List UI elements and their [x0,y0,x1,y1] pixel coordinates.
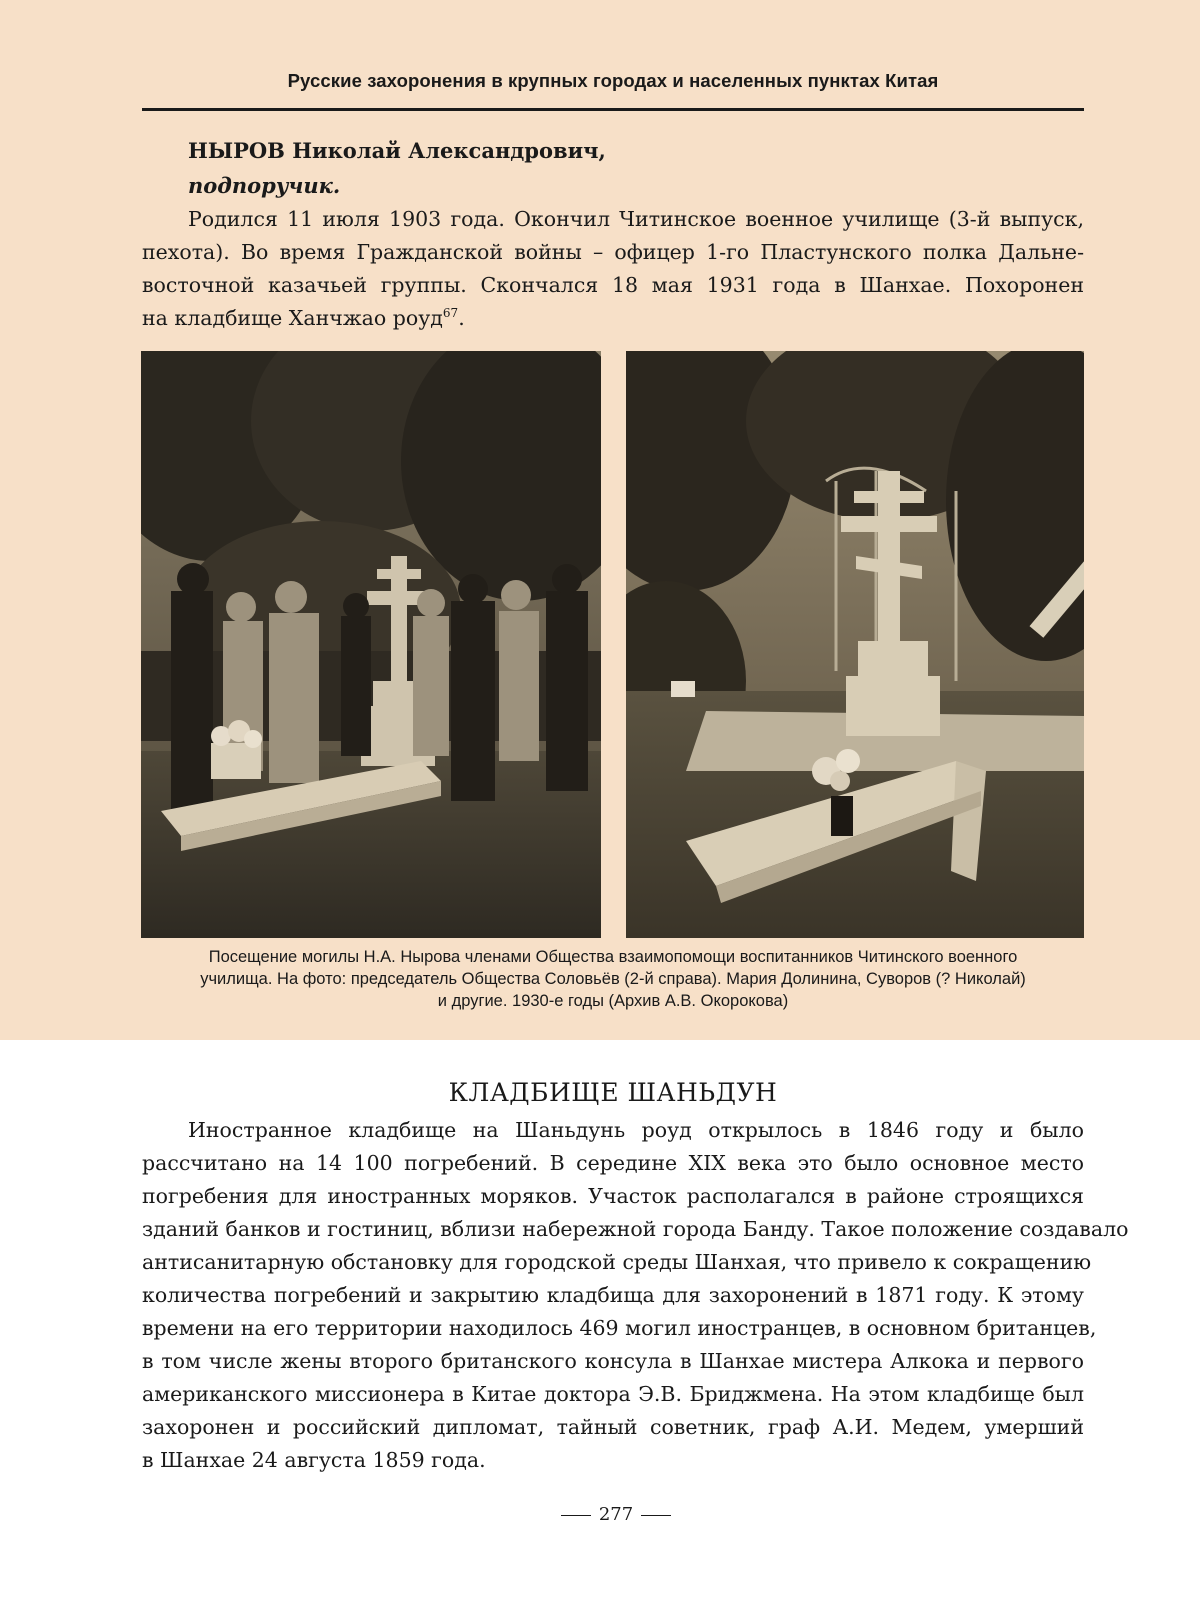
caption-line: Посещение могилы Н.А. Нырова членами Общества взаимопомощи воспитанников Читинского военного [208,948,1018,966]
paragraph-line: американского миссионера в Китае доктора Э.В. Бриджмена. На этом кладбище был [142,1382,1084,1406]
bio-end: . [458,306,465,330]
bio-line: на кладбище Ханчжао роуд [142,306,443,330]
paragraph-line: Иностранное кладбище на Шаньдунь роуд открылось в 1846 году и было [188,1118,1084,1142]
page-number-value: 277 [598,1504,634,1525]
bio-last-line [142,302,1084,335]
photo-group-at-grave [141,351,601,938]
biography-paragraph [142,203,1084,335]
bio-line: пехота). Во время Гражданской войны – офицер 1-го Пластунского полка Дальне- [142,240,1084,264]
page-number-dash [561,1515,591,1516]
photo-grave-closeup-image [626,351,1084,938]
header-rule [142,108,1084,111]
bio-line: восточной казачьей группы. Скончался 18 мая 1931 года в Шанхае. Похоронен [142,273,1084,297]
paragraph-line: погребения для иностранных моряков. Участок располагался в районе строящихся [142,1184,1084,1208]
paragraph-line: зданий банков и гостиниц, вблизи набережной города Банду. Такое положение создавало [142,1217,1129,1241]
running-head: Русские захоронения в крупных городах и населенных пунктах Китая [287,70,939,91]
paragraph-line: в том числе жены второго британского консула в Шанхае мистера Алкока и первого [142,1349,1084,1373]
caption-line: училища. На фото: председатель Общества Соловьёв (2-й справа). Мария Долинина, Суворов (? Николай) [200,970,1026,988]
photo-caption [142,946,1084,1012]
paragraph-line: количества погребений и закрытию кладбища для захоронений в 1871 году. К этому [142,1283,1084,1307]
paragraph-line: времени на его территории находилось 469 могил иностранцев, в основном британцев, [142,1316,1097,1340]
page-number-dash [641,1515,671,1516]
paragraph-line: антисанитарную обстановку для городской среды Шанхая, что привело к сокращению [142,1250,1092,1274]
paragraph-line: рассчитано на 14 100 погребений. В середине XIX века это было основное место [142,1151,1084,1175]
page-number [0,1504,1200,1525]
caption-line: и другие. 1930-е годы (Архив А.В. Окорокова) [437,992,789,1010]
photo-grave-closeup [626,351,1084,938]
person-name: НЫРОВ Николай Александрович, [188,138,606,163]
bio-line: Родился 11 июля 1903 года. Окончил Читинское военное училище (3-й выпуск, [188,207,1084,231]
cemetery-paragraph [142,1114,1129,1477]
person-rank: подпоручик. [188,173,341,198]
photo-group-at-grave-image [141,351,601,938]
section-title: КЛАДБИЩЕ ШАНЬДУН [448,1078,778,1107]
paragraph-line: в Шанхае 24 августа 1859 года. [142,1448,486,1472]
footnote-ref: 67 [442,306,459,321]
paragraph-line: захоронен и российский дипломат, тайный советник, граф А.И. Медем, умерший [142,1415,1084,1439]
